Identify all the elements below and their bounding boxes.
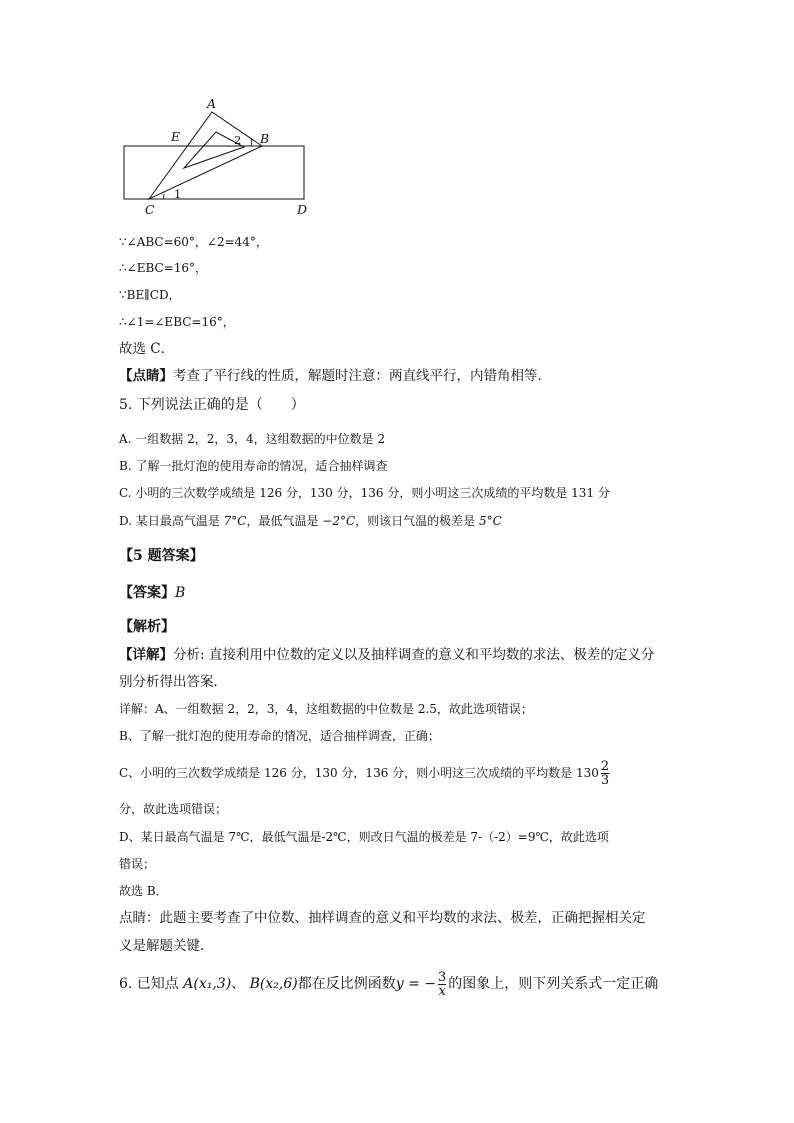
detail-line-9: 故选 B． xyxy=(119,884,168,898)
q5-d-part2: ，最低气温是 xyxy=(246,514,323,528)
detail-line-4: B、了解一批灯泡的使用寿命的情况，适合抽样调查，正确； xyxy=(119,729,440,743)
q5-option-b: B. 了解一批灯泡的使用寿命的情况，适合抽样调查 xyxy=(119,459,388,473)
dianjing-tag: 【点睛】 xyxy=(119,368,173,384)
q5-d-part1: D. 某日最高气温是 xyxy=(119,514,224,528)
q6-fraction-denominator: x xyxy=(438,983,446,999)
label-A: A xyxy=(207,96,217,111)
fraction-denominator: 3 xyxy=(600,773,610,788)
answer-tag: 【答案】 xyxy=(119,585,175,601)
detail-text-5: C、小明的三次数学成绩是 126 分，130 分，136 分，则小明这三次成绩的平均数是 130 xyxy=(119,766,599,780)
q5-stem: 5. 下列说法正确的是（ ） xyxy=(119,397,305,413)
analysis-header: 【解析】 xyxy=(119,619,175,635)
detail-line-11: 义是解题关键． xyxy=(119,938,214,954)
label-2: 2 xyxy=(234,133,242,147)
detail-line-6: 分，故此选项错误； xyxy=(119,802,228,816)
answer-line xyxy=(119,584,185,602)
q5-d-temp-high: 7°C xyxy=(223,514,247,528)
proof-line-5: 故选 C． xyxy=(119,341,175,357)
q6-part2: 都在反比例函数 xyxy=(297,976,396,992)
q6-part1: 6. 已知点 xyxy=(119,976,184,992)
q6-fraction xyxy=(438,971,446,998)
q6-fraction-numerator: 3 xyxy=(437,969,447,985)
answer-value: B xyxy=(175,585,186,601)
proof-line-2: ∴∠EBC=16°， xyxy=(119,261,207,275)
rectangle-ruler xyxy=(124,146,304,199)
detail-line-8: 错误； xyxy=(119,857,156,871)
detail-line-7: D、某日最高气温是 7℃，最低气温是-2℃，则改日气温的极差是 7-（-2）=9℃，故此选项 xyxy=(119,830,609,844)
q5-d-part3: ，则该日气温的极差是 xyxy=(355,514,479,528)
detail-line-1 xyxy=(119,646,654,664)
q5-d-range: 5°C xyxy=(479,514,502,528)
dianjing-text: 考查了平行线的性质，解题时注意：两直线平行，内错角相等． xyxy=(173,368,551,384)
detail-line-3: 详解：A、一组数据 2，2，3，4，这组数据的中位数是 2.5，故此选项错误； xyxy=(119,702,533,716)
label-E: E xyxy=(171,129,181,144)
detail-line-10: 点睛：此题主要考查了中位数、抽样调查的意义和平均数的求法、极差，正确把握相关定 xyxy=(119,910,646,926)
fraction-two-thirds xyxy=(601,760,609,787)
label-D: D xyxy=(297,202,308,217)
proof-line-3: ∵BE∥CD， xyxy=(119,288,181,302)
q5-option-d xyxy=(119,512,502,530)
q5-d-temp-low: −2°C xyxy=(322,514,356,528)
detail-line-5 xyxy=(119,757,611,789)
q6-point-b: B(x₂,6) xyxy=(249,976,298,992)
q6-function-y: y = − xyxy=(395,976,436,992)
outer-triangle xyxy=(149,112,262,199)
dianjing-1 xyxy=(119,367,551,385)
fraction-numerator: 2 xyxy=(600,759,610,774)
q6-point-a: A(x₁,3) xyxy=(183,976,232,992)
label-C: C xyxy=(145,202,155,217)
q5-option-c: C. 小明的三次数学成绩是 126 分，130 分，136 分，则小明这三次成绩的平均数是 131 分 xyxy=(119,486,610,500)
q6-stem xyxy=(119,966,658,1002)
detail-line-2: 别分析得出答案． xyxy=(119,674,227,690)
q6-sep: 、 xyxy=(231,976,250,992)
label-B: B xyxy=(260,131,270,146)
q5-option-a: A. 一组数据 2，2，3，4，这组数据的中位数是 2 xyxy=(119,432,386,446)
answer-header: 【5 题答案】 xyxy=(119,548,204,564)
angle-2-arc xyxy=(251,138,252,146)
q6-part3: 的图象上，则下列关系式一定正确 xyxy=(448,976,659,992)
label-1: 1 xyxy=(174,187,182,201)
angle-1-arc xyxy=(163,194,164,199)
detail-text-1: 分析: 直接利用中位数的定义以及抽样调查的意义和平均数的求法、极差的定义分 xyxy=(173,647,655,663)
proof-line-1: ∵∠ABC=60°，∠2=44°， xyxy=(119,235,268,249)
geometry-figure xyxy=(112,96,322,222)
detail-tag: 【详解】 xyxy=(119,647,173,663)
proof-line-4: ∴∠1=∠EBC=16°， xyxy=(119,315,235,329)
